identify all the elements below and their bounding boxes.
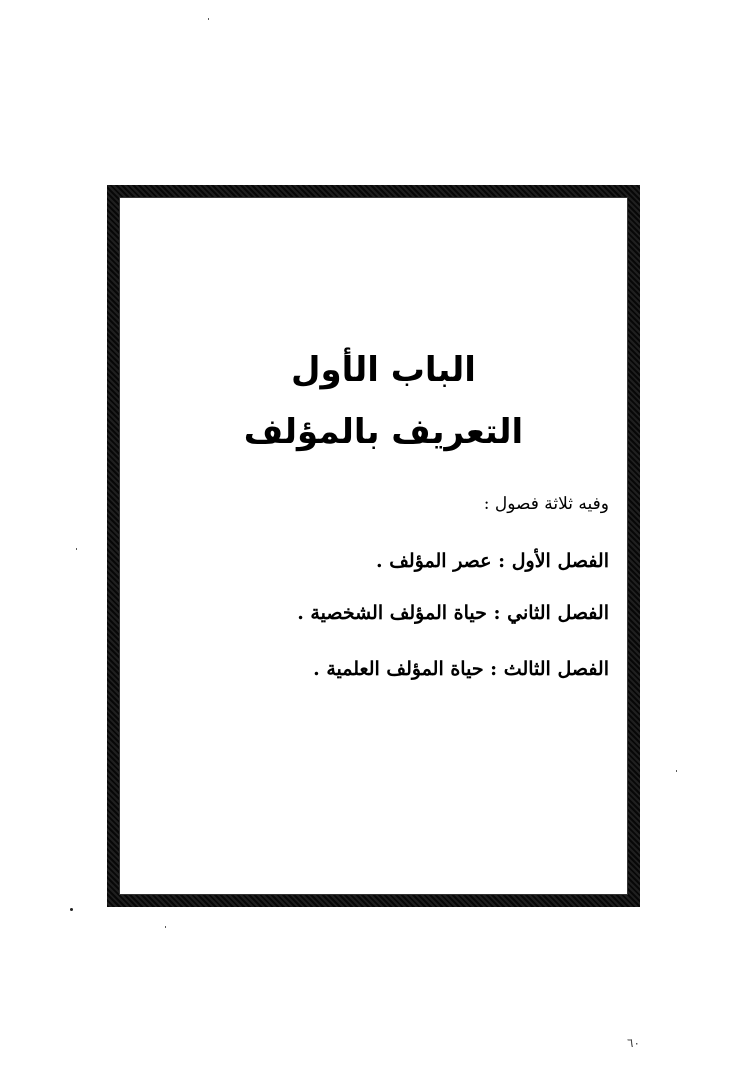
intro-text: وفيه ثلاثة فصول : bbox=[483, 494, 609, 514]
scan-speck bbox=[76, 548, 77, 550]
scan-speck bbox=[208, 18, 209, 20]
frame-content bbox=[120, 198, 627, 894]
part-title: الباب الأول bbox=[291, 350, 476, 390]
chapter-3-title: الفصل الثالث : حياة المؤلف العلمية . bbox=[313, 658, 609, 680]
chapter-1-title: الفصل الأول : عصر المؤلف . bbox=[376, 550, 609, 572]
page-number: ٦٠ bbox=[627, 1036, 640, 1050]
decorative-frame bbox=[107, 185, 640, 907]
scan-speck bbox=[70, 908, 73, 911]
scan-speck bbox=[165, 926, 166, 928]
chapter-2-title: الفصل الثاني : حياة المؤلف الشخصية . bbox=[297, 602, 609, 624]
part-subtitle: التعريف بالمؤلف bbox=[243, 412, 524, 452]
scan-speck bbox=[676, 770, 677, 772]
